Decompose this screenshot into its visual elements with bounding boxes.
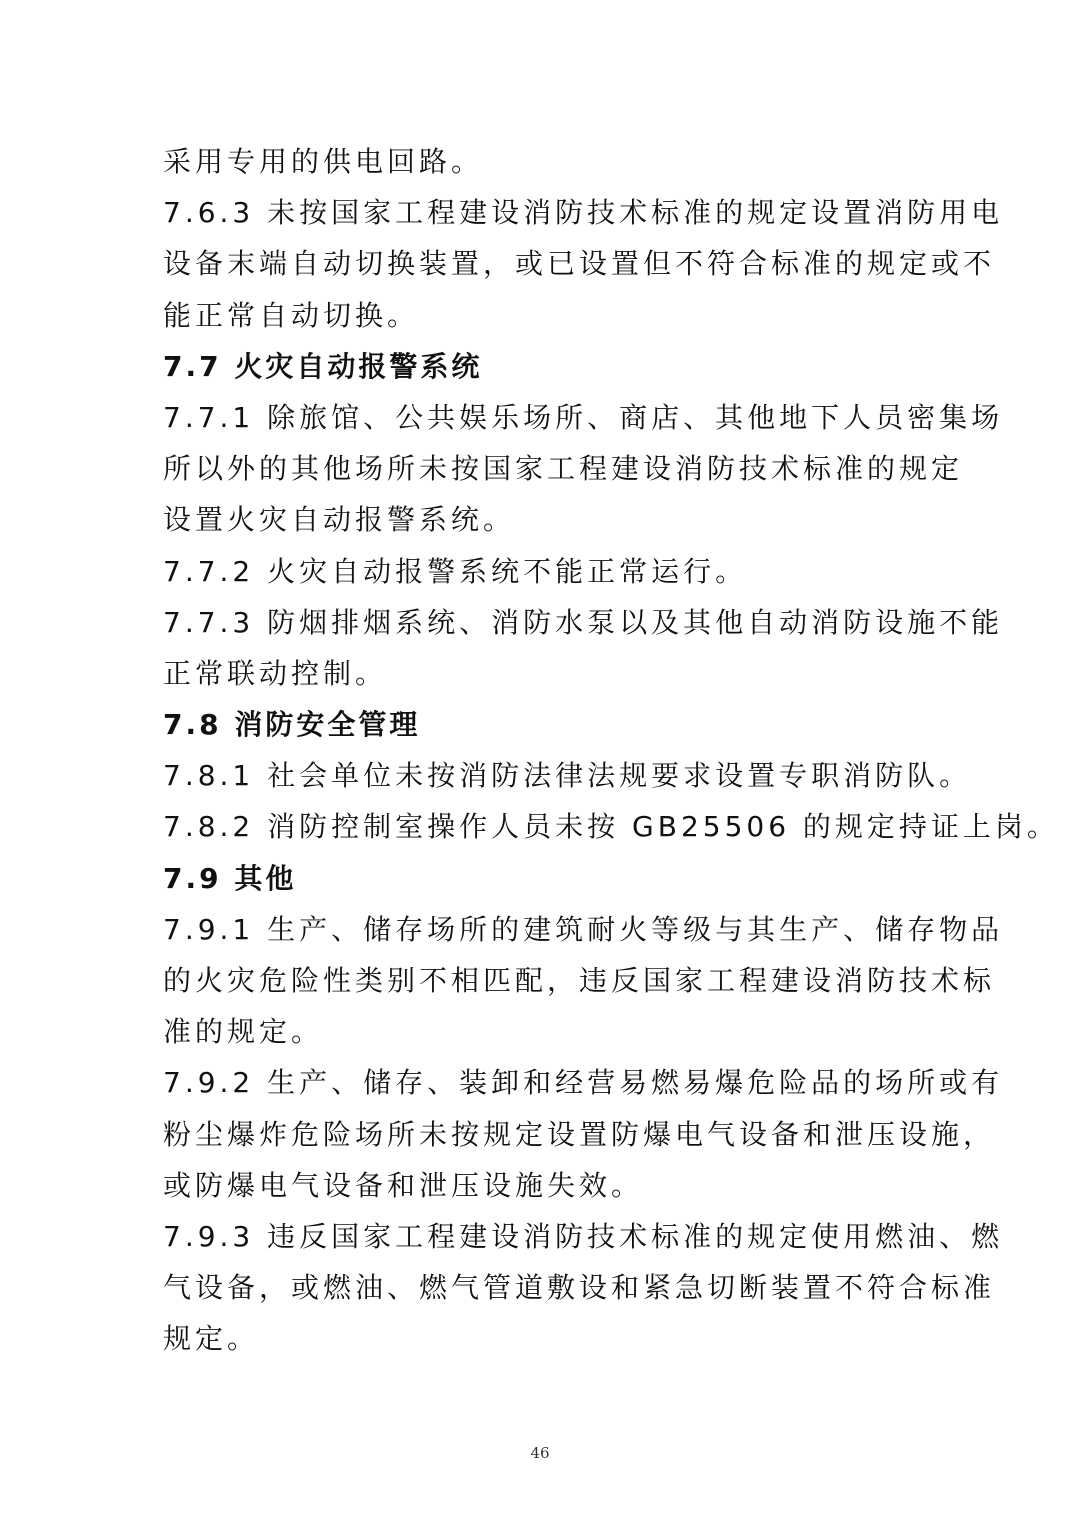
text-line: 设备末端自动切换装置，或已设置但不符合标准的规定或不 xyxy=(163,247,996,281)
text-line: 气设备，或燃油、燃气管道敷设和紧急切断装置不符合标准 xyxy=(163,1271,996,1305)
text-line: 设置火灾自动报警系统。 xyxy=(163,503,516,537)
page-number: 46 xyxy=(530,1444,550,1462)
text-line: 7.9.3 违反国家工程建设消防技术标准的规定使用燃油、燃 xyxy=(163,1219,1004,1253)
text-line: 规定。 xyxy=(163,1322,260,1356)
text-line: 采用专用的供电回路。 xyxy=(163,145,484,178)
text-line: 7.7.2 火灾自动报警系统不能正常运行。 xyxy=(163,554,748,588)
text-line: 7.7.3 防烟排烟系统、消防水泵以及其他自动消防设施不能 xyxy=(163,605,1004,639)
document-body xyxy=(163,136,1059,1365)
text-line: 7.6.3 未按国家工程建设消防技术标准的规定设置消防用电 xyxy=(163,196,1004,230)
text-line: 准的规定。 xyxy=(163,1015,324,1049)
text-line: 或防爆电气设备和泄压设施失效。 xyxy=(163,1168,644,1202)
text-line: 正常联动控制。 xyxy=(163,656,388,690)
text-line: 7.8.1 社会单位未按消防法律法规要求设置专职消防队。 xyxy=(163,759,972,793)
section-heading: 7.9 其他 xyxy=(163,861,297,895)
text-line: 7.7.1 除旅馆、公共娱乐场所、商店、其他地下人员密集场 xyxy=(163,400,1004,434)
text-line: 7.8.2 消防控制室操作人员未按 GB25506 的规定持证上岗。 xyxy=(163,810,1059,844)
section-heading: 7.7 火灾自动报警系统 xyxy=(163,349,483,383)
text-line: 的火灾危险性类别不相匹配，违反国家工程建设消防技术标 xyxy=(163,964,996,997)
text-line: 7.9.2 生产、储存、装卸和经营易燃易爆危险品的场所或有 xyxy=(163,1066,1004,1100)
text-line: 能正常自动切换。 xyxy=(163,298,420,332)
section-heading: 7.8 消防安全管理 xyxy=(163,708,421,742)
text-line: 粉尘爆炸危险场所未按规定设置防爆电气设备和泄压设施， xyxy=(163,1117,996,1151)
text-line: 所以外的其他场所未按国家工程建设消防技术标准的规定 xyxy=(163,452,964,486)
text-line: 7.9.1 生产、储存场所的建筑耐火等级与其生产、储存物品 xyxy=(163,912,1004,946)
